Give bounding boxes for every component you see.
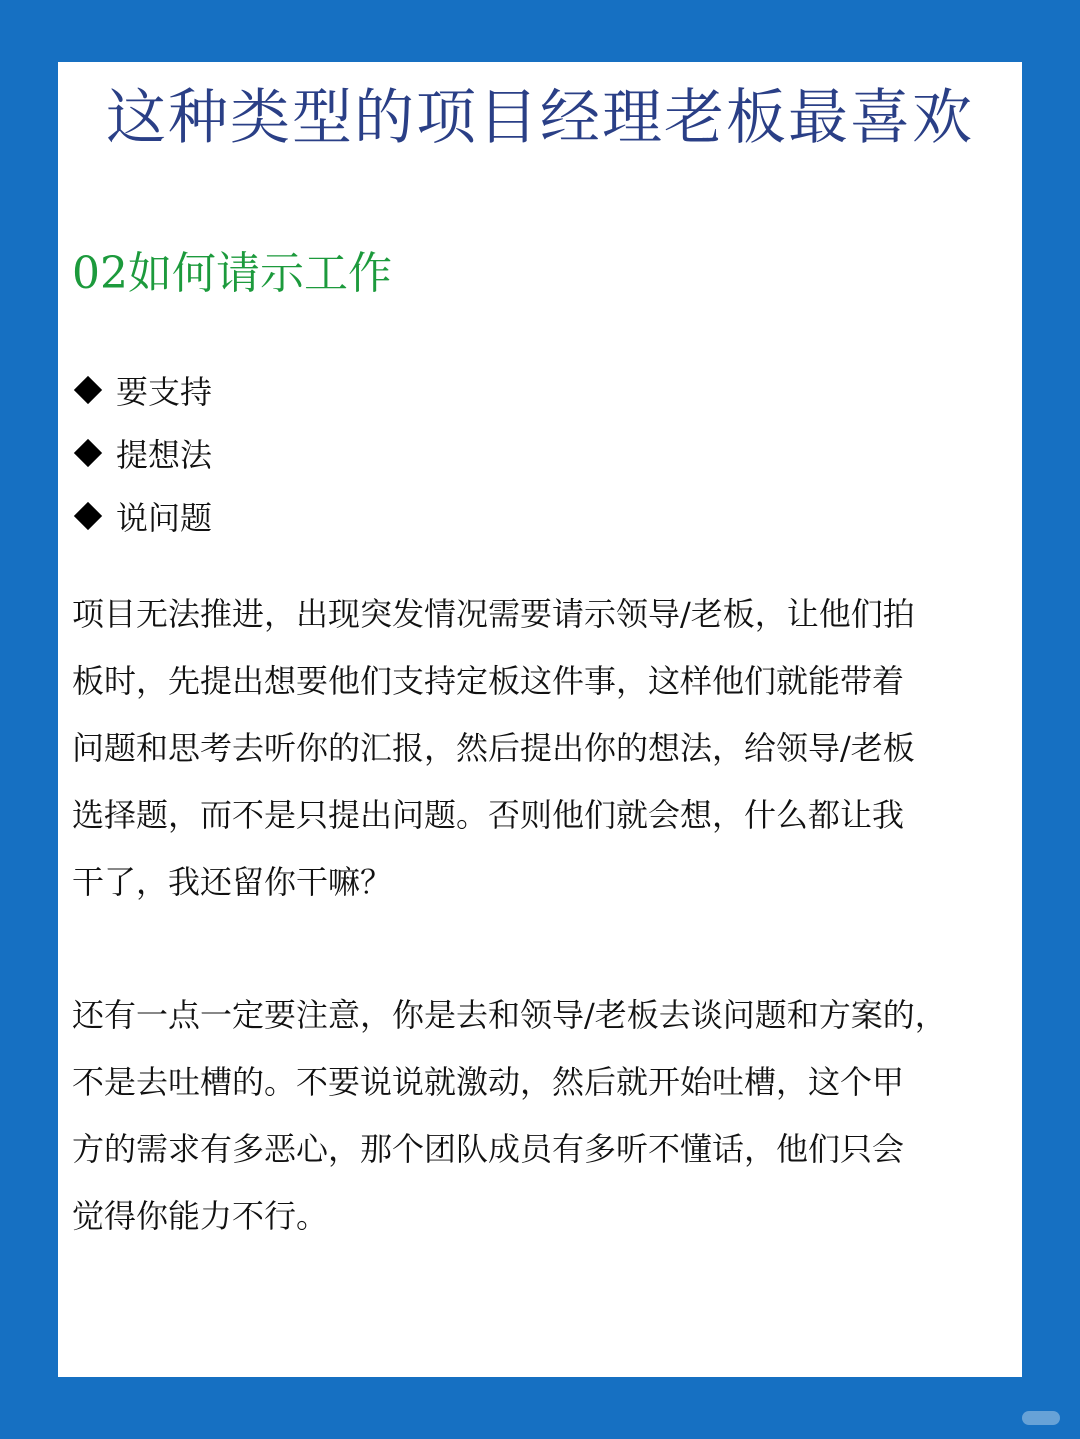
paragraph-line: 方的需求有多恶心，那个团队成员有多听不懂话，他们只会: [72, 1130, 905, 1168]
diamond-bullet-icon: [74, 501, 102, 529]
watermark-badge: [1022, 1411, 1060, 1425]
paragraph-1: [72, 581, 1012, 916]
paragraph-line: 干了，我还留你干嘛？: [72, 863, 393, 901]
paragraph-line: 项目无法推进，出现突发情况需要请示领导/老板，让他们拍: [72, 595, 915, 633]
bullet-list: [72, 358, 212, 547]
section-heading: 02如何请示工作: [72, 248, 392, 299]
bullet-item: [72, 358, 212, 421]
bullet-text: 说问题: [116, 498, 213, 537]
paragraph-line: 觉得你能力不行。: [72, 1197, 329, 1235]
paragraph-line: 还有一点一定要注意，你是去和领导/老板去谈问题和方案的，: [72, 996, 947, 1034]
bullet-text: 提想法: [116, 435, 213, 474]
page-title: 这种类型的项目经理老板最喜欢: [106, 83, 974, 153]
bullet-item: [72, 421, 212, 484]
diamond-bullet-icon: [74, 438, 102, 466]
paragraph-line: 问题和思考去听你的汇报，然后提出你的想法，给领导/老板: [72, 729, 915, 767]
paragraph-line: 不是去吐槽的。不要说说就激动，然后就开始吐槽，这个甲: [72, 1063, 905, 1101]
paragraph-line: 选择题，而不是只提出问题。否则他们就会想，什么都让我: [72, 796, 905, 834]
diamond-bullet-icon: [74, 375, 102, 403]
paragraph-2: [72, 982, 1012, 1250]
paragraph-line: 板时，先提出想要他们支持定板这件事，这样他们就能带着: [72, 662, 905, 700]
bullet-item: [72, 484, 212, 547]
bullet-text: 要支持: [116, 372, 213, 411]
